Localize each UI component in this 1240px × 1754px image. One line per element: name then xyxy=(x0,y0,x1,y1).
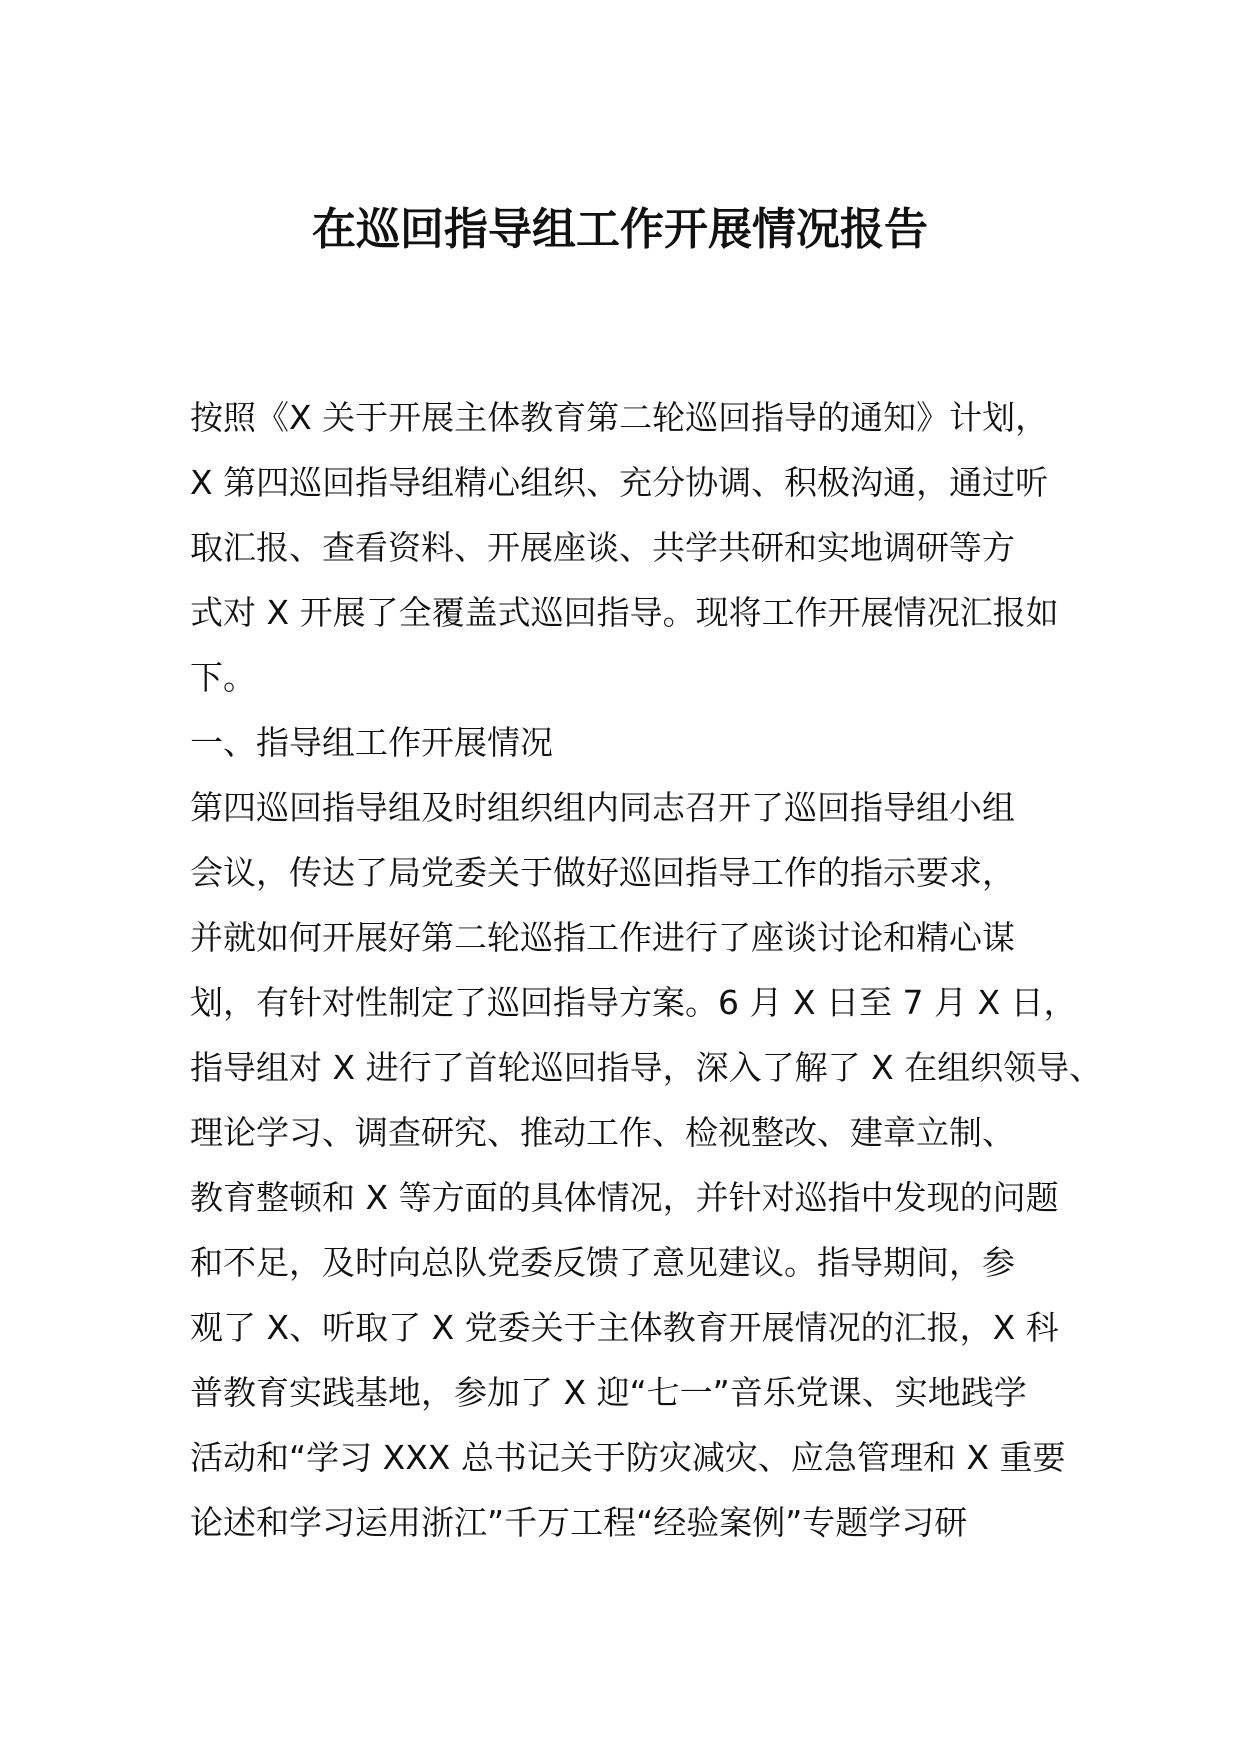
body-line: 下。 xyxy=(190,658,256,697)
body-line: 取汇报、查看资料、开展座谈、共学共研和实地调研等方 xyxy=(190,528,1015,567)
document-title: 在巡回指导组工作开展情况报告 xyxy=(312,204,928,255)
body-line: 普教育实践基地，参加了 X 迎“七一”音乐党课、实地践学 xyxy=(190,1373,1027,1412)
body-line: X 第四巡回指导组精心组织、充分协调、积极沟通，通过听 xyxy=(190,463,1049,502)
body-line: 论述和学习运用浙江”千万工程“经验案例”专题学习研 xyxy=(190,1503,968,1542)
body-line: 并就如何开展好第二轮巡指工作进行了座谈讨论和精心谋 xyxy=(190,918,1015,957)
body-line: 划，有针对性制定了巡回指导方案。6 月 X 日至 7 月 X 日， xyxy=(190,983,1077,1022)
body-line: 第四巡回指导组及时组织组内同志召开了巡回指导组小组 xyxy=(190,788,1015,827)
body-line: 理论学习、调查研究、推动工作、检视整改、建章立制、 xyxy=(190,1113,1015,1152)
body-line: 教育整顿和 X 等方面的具体情况，并针对巡指中发现的问题 xyxy=(190,1178,1059,1217)
body-line: 活动和“学习 XXX 总书记关于防灾减灾、应急管理和 X 重要 xyxy=(190,1438,1066,1477)
body-line: 按照《X 关于开展主体教育第二轮巡回指导的通知》计划， xyxy=(190,398,1049,437)
body-line: 指导组对 X 进行了首轮巡回指导，深入了解了 X 在组织领导、 xyxy=(190,1048,1103,1087)
body-line: 式对 X 开展了全覆盖式巡回指导。现将工作开展情况汇报如 xyxy=(190,593,1059,632)
section-heading: 一、指导组工作开展情况 xyxy=(190,723,553,762)
body-line: 观了 X、听取了 X 党委关于主体教育开展情况的汇报，X 科 xyxy=(190,1308,1059,1347)
body-line: 和不足，及时向总队党委反馈了意见建议。指导期间，参 xyxy=(190,1243,1015,1282)
body-line: 会议，传达了局党委关于做好巡回指导工作的指示要求， xyxy=(190,853,1015,892)
document-body xyxy=(190,385,1103,1555)
